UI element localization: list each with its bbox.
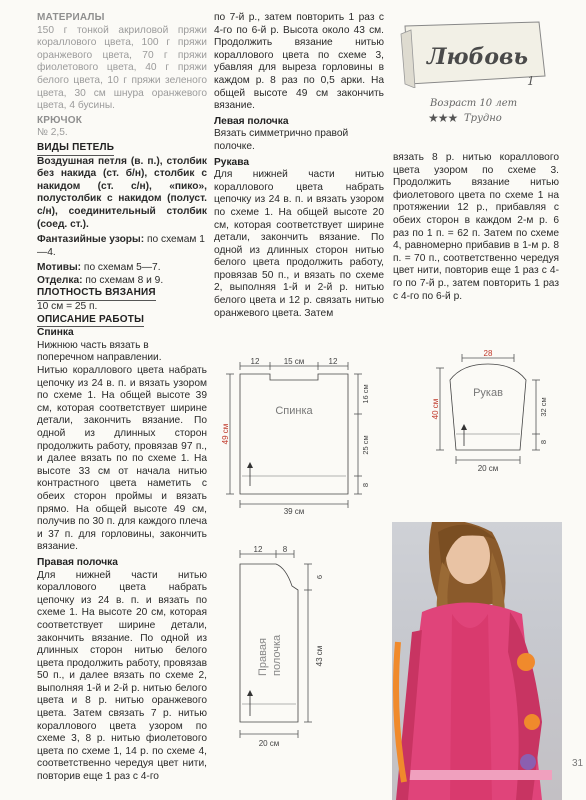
fancy-text: по схемам 1—4.	[37, 234, 205, 258]
front-schematic	[228, 546, 338, 756]
density-heading: ПЛОТНОСТЬ ВЯЗАНИЯ	[37, 287, 156, 301]
sleeve-dim-28: 28	[483, 350, 493, 358]
back-label: Спинка	[275, 405, 313, 417]
column-1	[37, 12, 207, 784]
front-label-line1: Правая	[257, 638, 269, 676]
left-front-text: Вязать симметрично правой полочке.	[214, 128, 349, 152]
description-heading: ОПИСАНИЕ РАБОТЫ	[37, 314, 144, 328]
back-dim-12a: 12	[250, 358, 260, 366]
front-dim-6: 6	[315, 574, 324, 580]
right-front-heading: Правая полочка	[37, 556, 118, 568]
front-dim-20: 20 см	[258, 739, 280, 748]
materials-heading: МАТЕРИАЛЫ	[37, 12, 105, 23]
sleeve-text: Для нижней части нитью кораллового цвета набрать цепочку из 24 в. п. и вязать узором по схеме 1. На общей высоте 20 см, которая соответствует ширине детали, закончить вязание. По одной из длинных сторон нитью белого цвета продолжить работу, провязав 50 п., и вязать по схеме 2, выполняя 1-й и 2-й р. нитью белого цвета и 12 р. связать нитью оранжевого цвета. Затем	[214, 169, 384, 319]
right-front-text: Для нижней части нитью кораллового цвета набрать цепочку из 24 в. п. и вязать по схеме 1. На высоте 20 см, которая соответствует ширине детали, закончить вязание. По одной из длинных сторон нитью белого цвета продолжить работу, провязав 50 п., и далее вязать по схеме 2, выполняя 1-й и 2-й р. нитью белого цвета и 8 р. нитью оранжевого цвета. Затем связать 7 р. нитью кораллового цвета узором по схеме 3, 8 р. нитью фиолетового цвета по схеме 1, 14 р. по схеме 4, соответственно чередуя цвет нити, повторив еще 1 раз с 4-го	[37, 569, 207, 783]
hook-text: № 2,5.	[37, 127, 68, 139]
difficulty-label: Трудно	[464, 113, 502, 124]
back-dim-25: 25 см	[361, 435, 370, 455]
density-text: 10 см = 25 п.	[37, 301, 98, 313]
girl-in-cardigan-image	[392, 522, 562, 800]
front-dim-8: 8	[282, 546, 288, 554]
project-title: Любовь	[427, 44, 529, 70]
project-number: 1	[527, 74, 535, 88]
col3-text: вязать 8 р. нитью кораллового цвета узором по схеме 3. Продолжить вязание нитью фиолетового цвета по схеме 1 на протяжении 12 р., прибавляя с обеих сторон в каждом 2-м р. 6 раз по 1 п. = 62 п. Затем по схеме 4, равномерно прибавив в 1-м р. 8 п. = 70 п., соответственно чередуя цвет нити, повторив еще 1 раз с 4-го по 7-й р., затем повторить 1 раз с 4-го по 6-й р.	[393, 152, 559, 302]
hook-heading: КРЮЧОК	[37, 114, 83, 126]
column-2	[214, 12, 384, 320]
finish-label: Отделка:	[37, 274, 83, 286]
sleeve-label: Рукав	[473, 387, 503, 399]
left-front-heading: Левая полочка	[214, 115, 289, 127]
materials-text: 150 г тонкой акриловой пряжи кораллового цвета, 100 г пряжи оранжевого цвета, 70 г пряжи фиолетового цвета, 40 г пряжи белого цвета, 10 г пряжи зеленого цвета, 30 см шнура оранжевого цвета, 4 бусины.	[37, 24, 207, 112]
column-3	[393, 152, 559, 303]
back-dim-8: 8	[361, 482, 370, 488]
page-number: 31	[572, 758, 584, 769]
sleeve-schematic	[420, 350, 550, 475]
model-photo	[392, 522, 562, 800]
back-schematic	[220, 358, 370, 518]
back-heading: Спинка	[37, 327, 74, 339]
motifs-text: по схемам 5—7.	[83, 262, 161, 274]
col2-text: по 7-й р., затем повторить 1 раз с 4-го по 6-й р. Высота около 43 см. Продолжить вязание нитью кораллового цвета по схеме 3, убавляя для выреза горловины в каждом р. 8 раз по 0,5 арки. На общей высоте 49 см закончить вязание.	[214, 12, 384, 112]
sleeve-dim-20: 20 см	[477, 464, 499, 473]
sleeve-dim-32: 32 см	[539, 397, 548, 417]
age-label: Возраст 10 лет	[430, 98, 518, 109]
back-dim-15: 15 см	[283, 358, 305, 366]
motifs-label: Мотивы:	[37, 262, 82, 274]
back-text-1: Нижнюю часть вязать в поперечном направлении.	[37, 339, 162, 364]
difficulty-stars: ★★★	[428, 111, 458, 125]
finish-text: по схемам 8 и 9.	[85, 274, 164, 286]
stitches-text: Воздушная петля (в. п.), столбик без накида (ст. б/н), столбик с накидом (ст. с/н), «пико», полустолбик с накидом (полуст. с/н), соединительный столбик (соед. ст.).	[37, 155, 207, 230]
back-text-2: Нитью кораллового цвета набрать цепочку из 24 в. п. и вязать узором по схеме 1. На общей высоте 39 см, которая соответствует ширине детали, закончить вязание. По одной из длинных сторон продолжить работу, провязав 97 п., и далее вязать по по схеме 1. На высоте 33 см от начала нитью контрастного цвета наметить с обеих сторон проймы и вязать прямо. На общей высоте 49 см, получив по 30 п. для каждого плеча и 37 п. для горловины, закончить вязание.	[37, 365, 207, 553]
back-dim-49: 49 см	[221, 423, 230, 445]
sleeve-dim-40: 40 см	[431, 398, 440, 420]
back-dim-16: 16 см	[361, 384, 370, 404]
front-label-line2: полочка	[271, 634, 283, 676]
front-dim-43: 43 см	[315, 645, 324, 667]
sleeve-heading: Рукава	[214, 156, 250, 168]
title-ribbon	[399, 18, 549, 88]
fancy-label: Фантазийные узоры:	[37, 234, 145, 246]
back-dim-12b: 12	[328, 358, 338, 366]
back-dim-39: 39 см	[283, 507, 305, 516]
front-dim-12: 12	[253, 546, 263, 554]
stitches-heading: ВИДЫ ПЕТЕЛЬ	[37, 142, 114, 156]
sleeve-dim-8: 8	[539, 439, 548, 445]
